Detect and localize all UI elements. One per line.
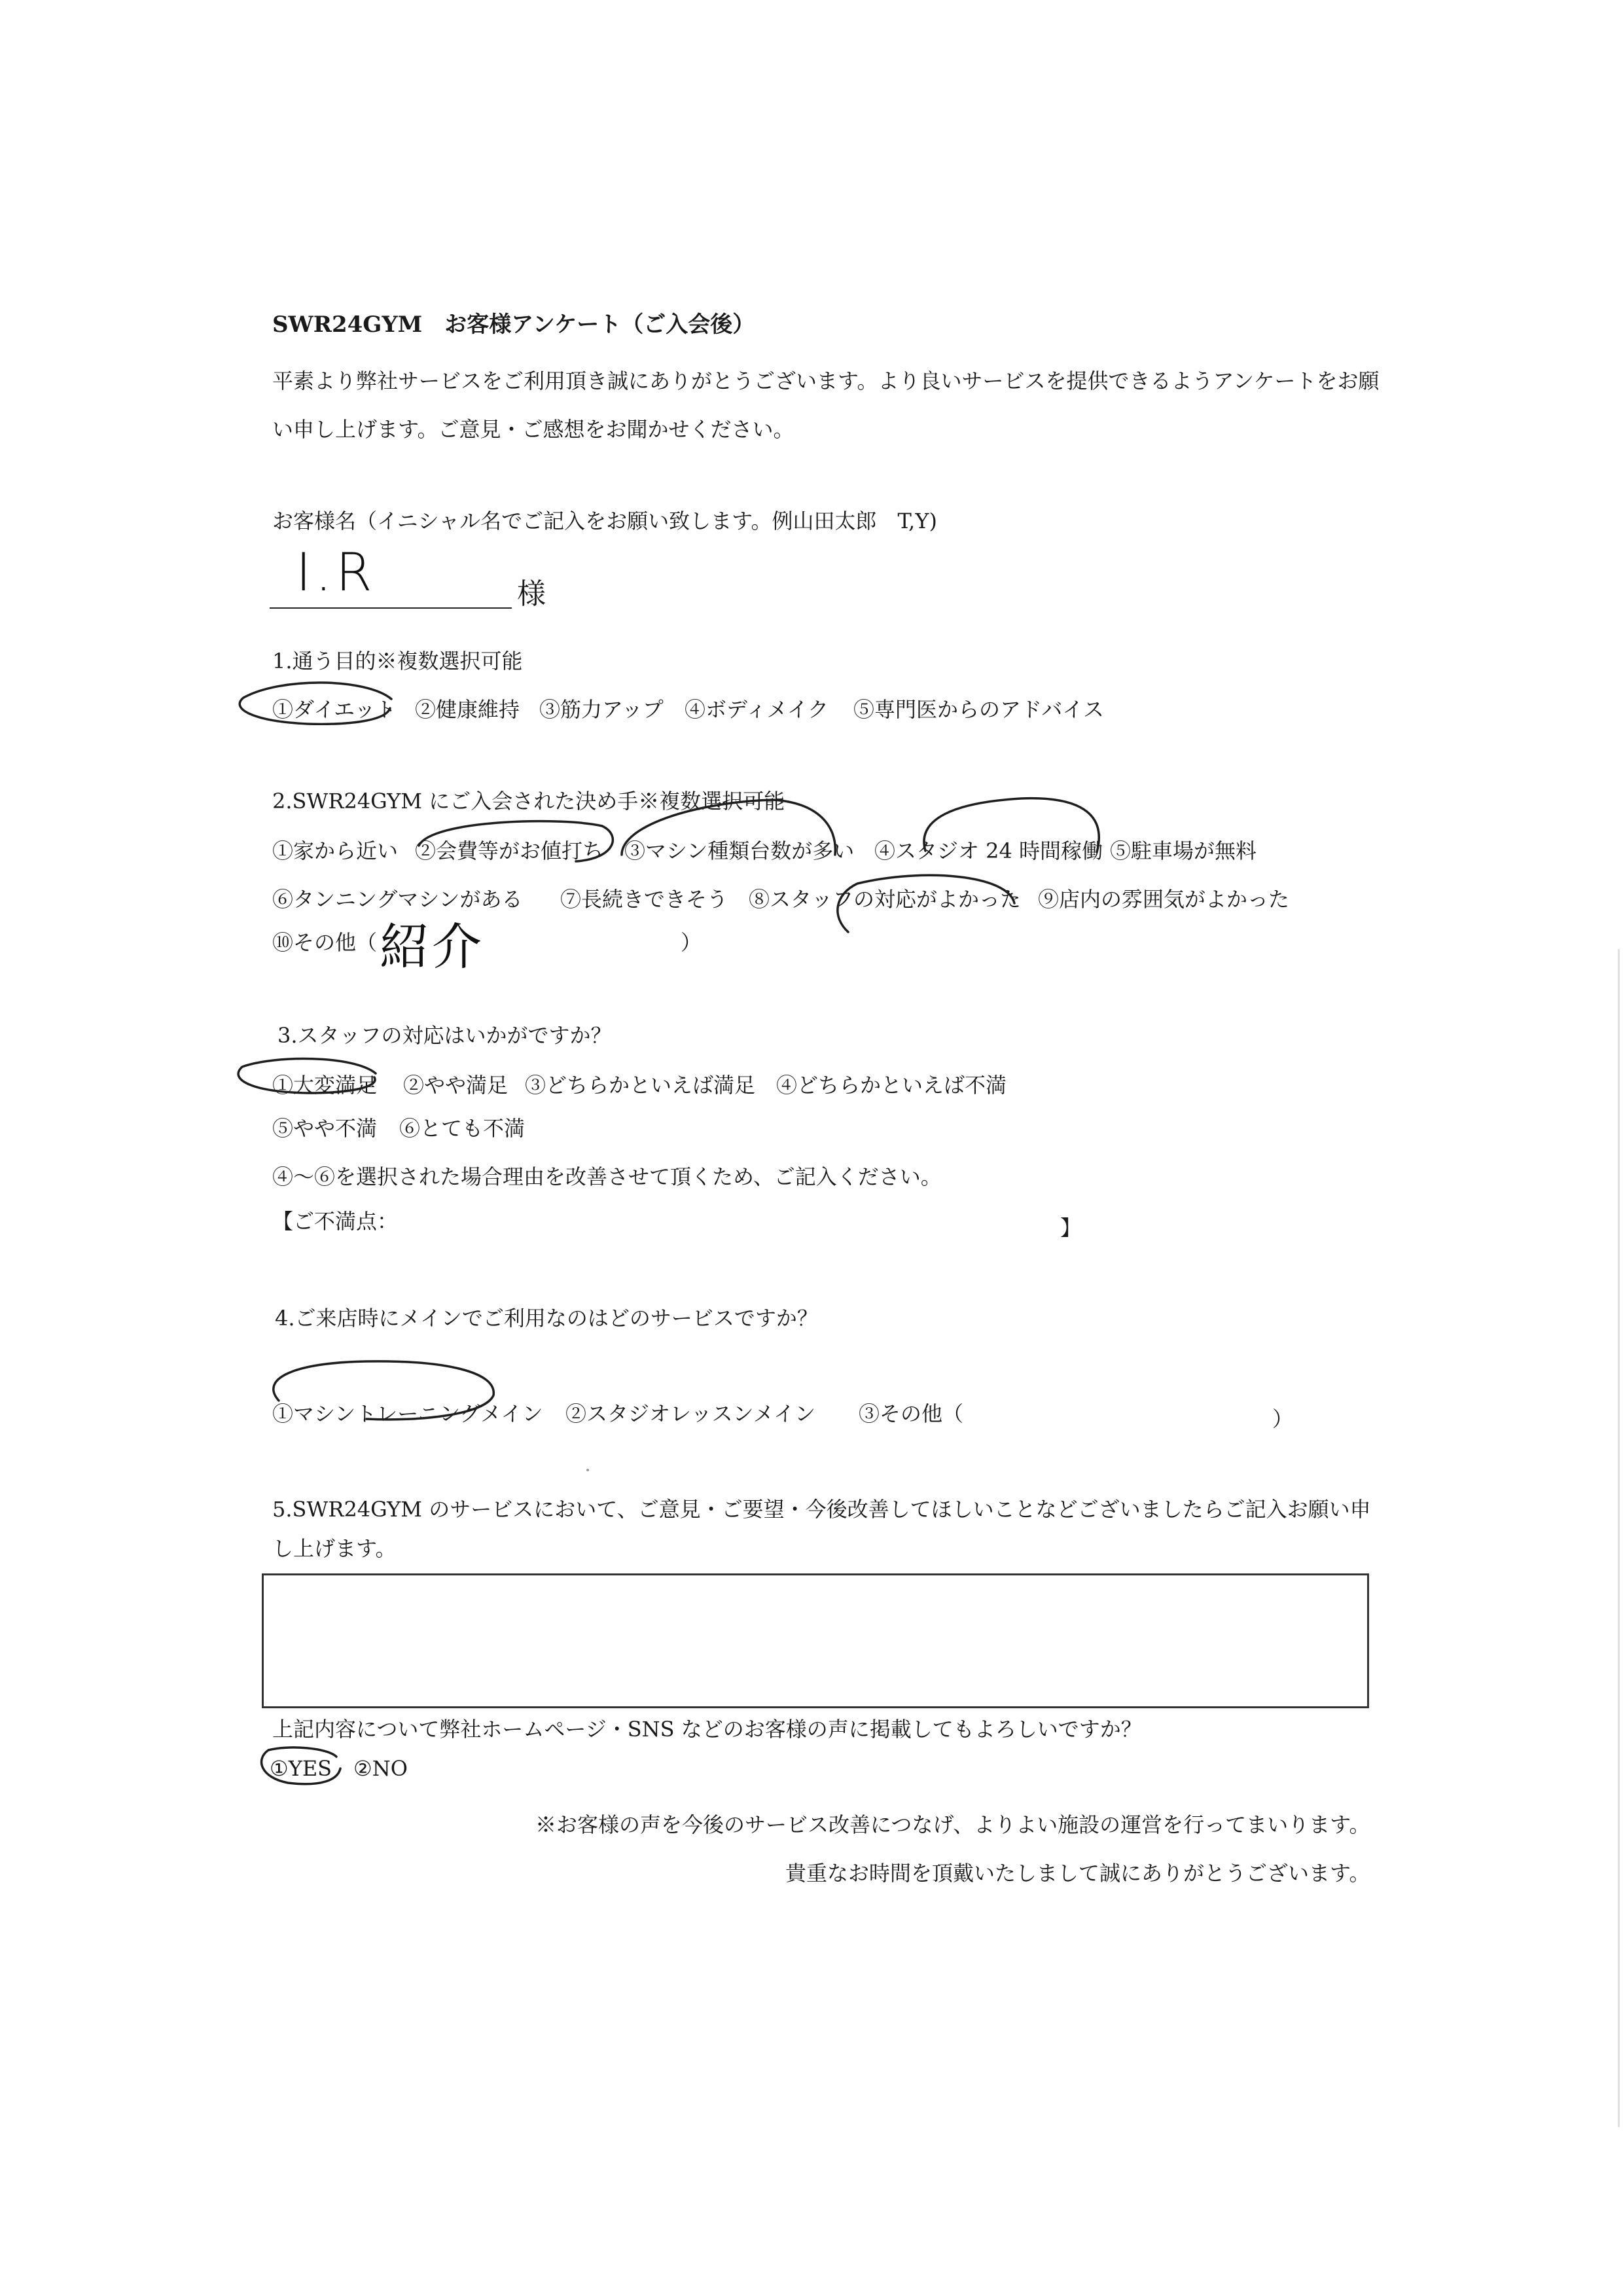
q2-other-handwritten[interactable]: 紹介 — [380, 918, 484, 976]
publish-option-no[interactable]: ②NO — [353, 1756, 408, 1781]
q3-note: ④～⑥を選択された場合理由を改善させて頂くため、ご記入ください。 — [272, 1164, 942, 1189]
q2-option-many-machines[interactable]: ③マシン種類台数が多い — [624, 838, 855, 863]
q5-comment-box[interactable] — [262, 1573, 1369, 1708]
q3-label: 3.スタッフの対応はいかがですか？ — [277, 1023, 612, 1048]
customer-name-label: お客様名（イニシャル名でご記入をお願い致します。例山田太郎 T,Y) — [272, 509, 937, 533]
scan-edge-shadow — [1618, 949, 1620, 2127]
q1-label: 1.通う目的※複数選択可能 — [272, 649, 523, 673]
q1-option-bodymake[interactable]: ④ボディメイク — [685, 697, 829, 722]
q4-option-other[interactable]: ③その他（ — [859, 1401, 964, 1426]
q4-other-close: ） — [1272, 1407, 1294, 1431]
q3-complaint-close: 】 — [1060, 1215, 1082, 1240]
intro-text-line2: い申し上げます。ご意見・ご感想をお聞かせください。 — [272, 417, 794, 442]
q5-label-line1: 5.SWR24GYM のサービスにおいて、ご意見・ご要望・今後改善してほしいことなどございましたらご記入お願い申 — [272, 1497, 1371, 1522]
q2-option-near-home[interactable]: ①家から近い — [272, 838, 399, 863]
q1-option-strength[interactable]: ③筋力アップ — [539, 697, 664, 722]
q3-option-somewhat-satisfied[interactable]: ②やや満足 — [403, 1073, 508, 1098]
intro-text-line1: 平素より弊社サービスをご利用頂き誠にありがとうございます。より良いサービスを提供できるようアンケートをお願 — [272, 368, 1380, 393]
q2-option-tanning[interactable]: ⑥タンニングマシンがある — [272, 887, 523, 912]
q3-complaint-label: 【ご不満点： — [272, 1209, 399, 1234]
customer-name-handwritten[interactable]: I.R — [296, 542, 376, 603]
q2-option-good-price[interactable]: ②会費等がお値打ち — [415, 838, 604, 863]
publish-option-yes[interactable]: ①YES — [270, 1756, 332, 1781]
q1-option-doctor-advice[interactable]: ⑤専門医からのアドバイス — [853, 697, 1105, 722]
q2-option-atmosphere[interactable]: ⑨店内の雰囲気がよかった — [1038, 887, 1290, 912]
q5-label-line2: し上げます。 — [272, 1536, 397, 1561]
q3-option-very-dissatisfied[interactable]: ⑥とても不満 — [399, 1116, 526, 1141]
q1-option-diet[interactable]: ①ダイエット — [272, 697, 397, 722]
q2-option-studio-24h[interactable]: ④スタジオ 24 時間稼働 — [874, 838, 1103, 863]
q3-option-somewhat-dissatisfied[interactable]: ⑤やや不満 — [272, 1116, 378, 1141]
q2-other-label: ⑩その他（ — [272, 930, 378, 955]
q3-option-rather-satisfied[interactable]: ③どちらかといえば満足 — [525, 1073, 756, 1098]
publish-question: 上記内容について弊社ホームページ・SNS などのお客様の声に掲載してもよろしいですか？ — [272, 1717, 1142, 1742]
q2-option-staff[interactable]: ⑧スタッフの対応がよかった — [749, 887, 1022, 912]
footer-note-line1: ※お客様の声を今後のサービス改善につなげ、よりよい施設の運営を行ってまいります。 — [535, 1812, 1370, 1837]
q4-option-machine-training[interactable]: ①マシントレーニングメイン — [272, 1401, 543, 1426]
honorific-sama: 様 — [517, 577, 546, 611]
footer-note-line2: 貴重なお時間を頂戴いたしまして誠にありがとうございます。 — [785, 1861, 1370, 1886]
q2-label: 2.SWR24GYM にご入会された決め手※複数選択可能 — [272, 789, 785, 814]
q1-option-health[interactable]: ②健康維持 — [415, 697, 520, 722]
q4-label: 4.ご来店時にメインでご利用なのはどのサービスですか？ — [275, 1306, 818, 1331]
q2-option-free-parking[interactable]: ⑤駐車場が無料 — [1110, 838, 1257, 863]
q3-option-very-satisfied[interactable]: ①大変満足 — [272, 1073, 378, 1098]
scan-speck — [586, 1469, 589, 1471]
q2-other-close: ） — [681, 930, 702, 955]
q2-option-long-lasting[interactable]: ⑦長続きできそう — [560, 887, 728, 912]
customer-name-underline — [270, 607, 512, 609]
survey-title: SWR24GYM お客様アンケート（ご入会後） — [272, 312, 755, 338]
q4-option-studio-lesson[interactable]: ②スタジオレッスンメイン — [565, 1401, 816, 1426]
q3-option-rather-dissatisfied[interactable]: ④どちらかといえば不満 — [776, 1073, 1007, 1098]
